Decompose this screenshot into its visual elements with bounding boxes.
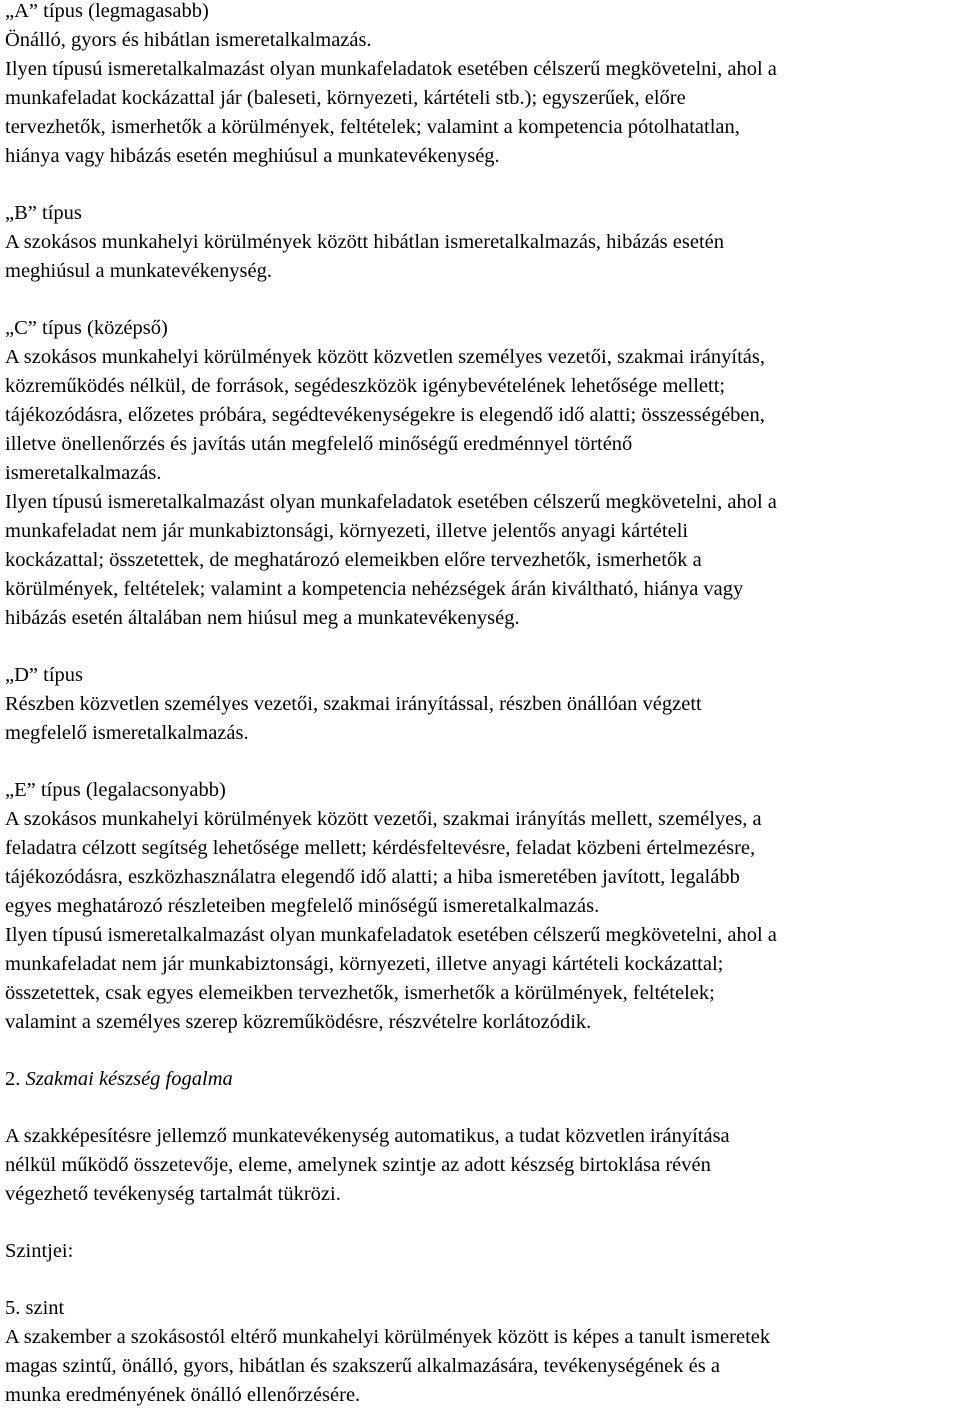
spacer [5, 633, 957, 661]
spacer [5, 1266, 957, 1294]
type-a-section [5, 0, 957, 171]
type-c-line: közreműködés nélkül, de források, segédeszközök igénybevételének lehetősége mellett; [5, 375, 726, 397]
type-c-heading: „C” típus (középső) [5, 317, 168, 339]
spacer [5, 748, 957, 776]
type-b-line: A szokásos munkahelyi körülmények között hibátlan ismeretalkalmazás, hibázás esetén [5, 231, 724, 253]
levels-label: Szintjei: [5, 1240, 74, 1262]
type-d-section [5, 661, 957, 748]
document-page [5, 0, 957, 1410]
type-d-line: megfelelő ismeretalkalmazás. [5, 722, 249, 744]
type-e-section [5, 776, 957, 1037]
definition-line: A szakképesítésre jellemző munkatevékenység automatikus, a tudat közvetlen irányítása [5, 1125, 730, 1147]
level-5-line: munka eredményének önálló ellenőrzésére. [5, 1384, 361, 1406]
spacer [5, 171, 957, 199]
type-c-line: kockázattal; összetettek, de meghatározó elemeikben előre tervezhetők, ismerhetők a [5, 549, 702, 571]
type-c-line: ismeretalkalmazás. [5, 462, 162, 484]
type-c-line: munkafeladat nem jár munkabiztonsági, környezeti, illetve jelentős anyagi kártételi [5, 520, 689, 542]
type-b-section [5, 199, 957, 286]
type-e-line: munkafeladat nem jár munkabiztonsági, környezeti, illetve anyagi kártételi kockázattal; [5, 953, 724, 975]
spacer [5, 1209, 957, 1237]
type-b-line: meghiúsul a munkatevékenység. [5, 260, 273, 282]
type-c-line: körülmények, feltételek; valamint a kompetencia nehézségek árán kiváltható, hiánya vagy [5, 578, 744, 600]
spacer [5, 286, 957, 314]
section-2-number: 2. [5, 1068, 21, 1090]
type-e-line: egyes meghatározó részleteiben megfelelő minőségű ismeretalkalmazás. [5, 895, 600, 917]
type-d-line: Részben közvetlen személyes vezetői, szakmai irányítással, részben önállóan végzett [5, 693, 702, 715]
type-e-line: Ilyen típusú ismeretalkalmazást olyan munkafeladatok esetében célszerű megkövetelni, ahol a [5, 924, 777, 946]
level-5-heading: 5. szint [5, 1297, 65, 1319]
section-2-definition [5, 1122, 957, 1209]
type-e-line: valamint a személyes szerep közreműködésre, részvételre korlátozódik. [5, 1011, 592, 1033]
type-a-line: Önálló, gyors és hibátlan ismeretalkalmazás. [5, 29, 372, 51]
level-5-line: A szakember a szokásostól eltérő munkahelyi körülmények között is képes a tanult ismeretek [5, 1326, 771, 1348]
type-e-line: A szokásos munkahelyi körülmények között vezetői, szakmai irányítás mellett, személyes, a [5, 808, 762, 830]
type-e-line: tájékozódásra, eszközhasználatra elegendő idő alatti; a hiba ismeretében javított, legalább [5, 866, 740, 888]
section-2-heading [5, 1065, 957, 1094]
definition-line: végezhető tevékenység tartalmát tükrözi. [5, 1183, 341, 1205]
type-a-line: Ilyen típusú ismeretalkalmazást olyan munkafeladatok esetében célszerű megkövetelni, ahol a [5, 58, 777, 80]
level-5-section [5, 1294, 957, 1410]
type-c-line: tájékozódásra, előzetes próbára, segédtevékenységekre is elegendő idő alatti; összességében, [5, 404, 765, 426]
type-d-heading: „D” típus [5, 664, 83, 686]
type-c-section [5, 314, 957, 633]
type-c-line: A szokásos munkahelyi körülmények között közvetlen személyes vezetői, szakmai irányítás, [5, 346, 765, 368]
type-a-line: tervezhetők, ismerhetők a körülmények, feltételek; valamint a kompetencia pótolhatatlan, [5, 116, 740, 138]
section-2-title: Szakmai készség fogalma [25, 1068, 233, 1090]
type-a-line: hiánya vagy hibázás esetén meghiúsul a munkatevékenység. [5, 145, 500, 167]
type-e-line: feladatra célzott segítség lehetősége mellett; kérdésfeltevésre, feladat közbeni értelmezésre, [5, 837, 756, 859]
type-e-heading: „E” típus (legalacsonyabb) [5, 779, 226, 801]
type-c-line: Ilyen típusú ismeretalkalmazást olyan munkafeladatok esetében célszerű megkövetelni, ahol a [5, 491, 777, 513]
type-e-line: összetettek, csak egyes elemeikben tervezhetők, ismerhetők a körülmények, feltételek; [5, 982, 715, 1004]
spacer [5, 1094, 957, 1122]
type-c-line: illetve önellenőrzés és javítás után megfelelő minőségű eredménnyel történő [5, 433, 633, 455]
type-c-line: hibázás esetén általában nem hiúsul meg a munkatevékenység. [5, 607, 520, 629]
levels-label-block [5, 1237, 957, 1266]
type-a-line: munkafeladat kockázattal jár (baleseti, környezeti, kártételi stb.); egyszerűek, előre [5, 87, 686, 109]
spacer [5, 1037, 957, 1065]
level-5-line: magas szintű, önálló, gyors, hibátlan és szakszerű alkalmazására, tevékenységének és a [5, 1355, 720, 1377]
definition-line: nélkül működő összetevője, eleme, amelynek szintje az adott készség birtoklása révén [5, 1154, 711, 1176]
type-b-heading: „B” típus [5, 202, 82, 224]
type-a-heading: „A” típus (legmagasabb) [5, 0, 209, 22]
